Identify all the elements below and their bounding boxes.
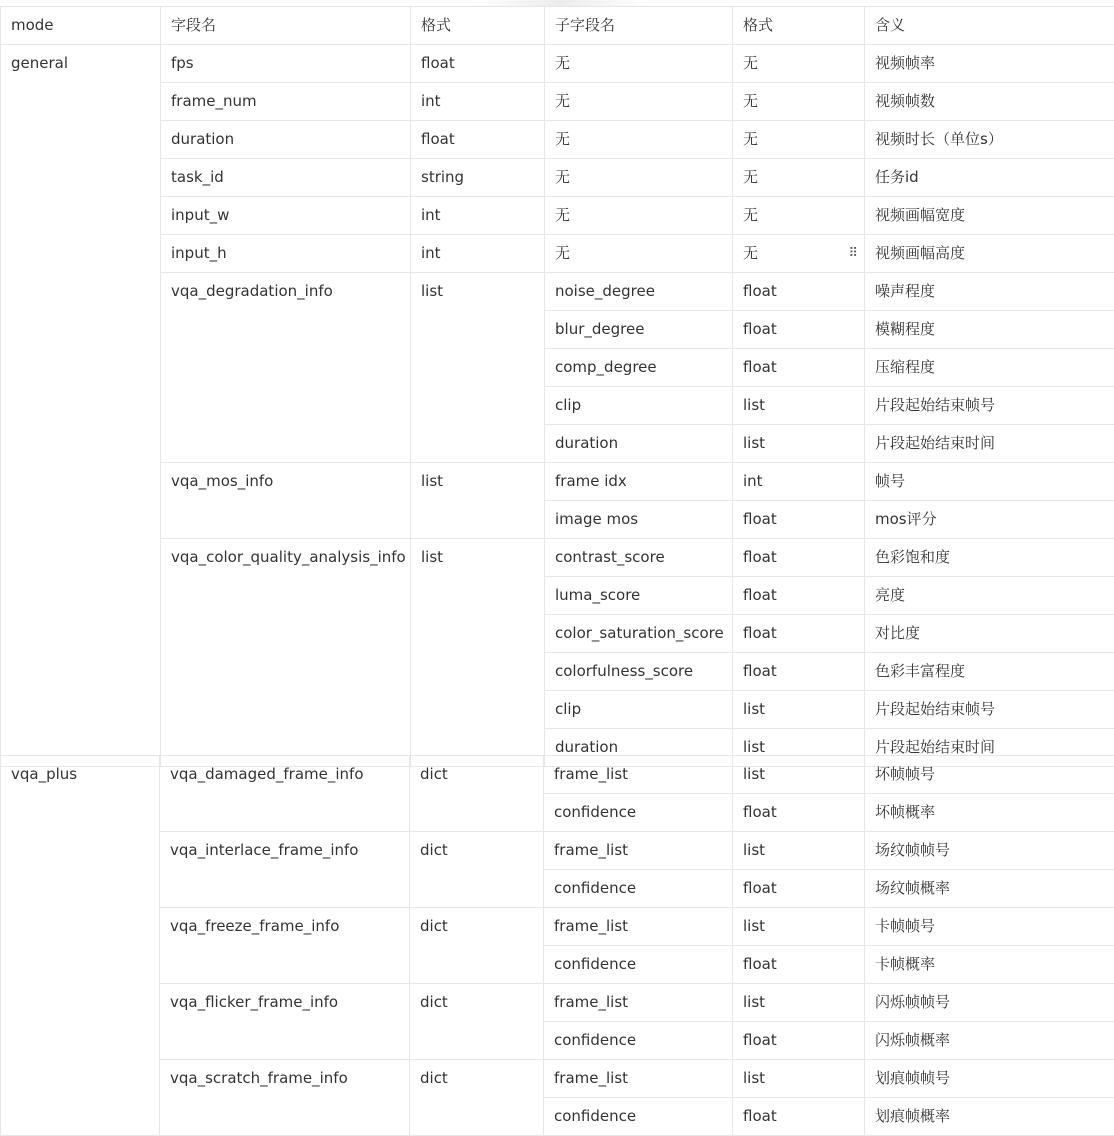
subfield-name-cell[interactable] — [545, 349, 733, 387]
subfield-format-header-cell[interactable] — [733, 7, 865, 45]
subfield-format-cell[interactable] — [733, 387, 865, 425]
subfield-format: 无 — [743, 235, 758, 272]
subfield-name-cell[interactable] — [545, 425, 733, 463]
subfield-format: 无 — [743, 121, 758, 158]
meaning: 片段起始结束帧号 — [875, 691, 995, 728]
subfield-name: confidence — [554, 794, 636, 831]
meaning-cell[interactable] — [865, 832, 1114, 870]
subfield-name-cell[interactable] — [544, 908, 733, 946]
field-name-cell[interactable] — [161, 273, 411, 463]
meaning-cell[interactable] — [865, 273, 1114, 311]
meaning-cell[interactable] — [865, 615, 1114, 653]
subfield-name-cell[interactable] — [544, 1098, 733, 1136]
subfield-name: 无 — [555, 159, 570, 196]
subfield-format: 无 — [743, 83, 758, 120]
field-format: dict — [420, 908, 448, 945]
field-format-cell[interactable] — [411, 273, 545, 463]
subfield-name: clip — [555, 387, 581, 424]
subfield-format: float — [743, 349, 777, 386]
table-row — [1, 159, 1114, 197]
field-name: vqa_degradation_info — [171, 273, 333, 310]
meaning: 视频画幅宽度 — [875, 197, 965, 234]
meaning-cell[interactable] — [865, 870, 1114, 908]
subfield-name: frame_list — [554, 1060, 628, 1097]
meaning: 片段起始结束时间 — [875, 425, 995, 462]
subfield-name-cell[interactable] — [545, 691, 733, 729]
field-name-header: 字段名 — [171, 7, 216, 44]
meaning: 片段起始结束帧号 — [875, 387, 995, 424]
meaning: 噪声程度 — [875, 273, 935, 310]
subfield-format: list — [743, 691, 765, 728]
subfield-name: frame_list — [554, 908, 628, 945]
subfield-format-cell[interactable] — [733, 121, 865, 159]
field-format-cell[interactable] — [410, 756, 544, 832]
field-name: vqa_freeze_frame_info — [170, 908, 339, 945]
subfield-name: 无 — [555, 121, 570, 158]
field-name: input_h — [171, 235, 227, 272]
subfield-format: 无 — [743, 45, 758, 82]
subfield-format-cell[interactable] — [733, 870, 865, 908]
subfield-format: float — [743, 539, 777, 576]
field-format: float — [421, 121, 455, 158]
meaning-cell[interactable] — [865, 463, 1114, 501]
table-row — [1, 121, 1114, 159]
subfield-name: colorfulness_score — [555, 653, 693, 690]
mode-value-cell[interactable] — [1, 756, 160, 1136]
meaning: 任务id — [875, 159, 919, 196]
meaning-cell[interactable] — [865, 756, 1114, 794]
subfield-name: confidence — [554, 870, 636, 907]
table-row — [1, 463, 1114, 501]
subfield-format: float — [743, 1022, 777, 1059]
field-name-cell[interactable] — [161, 235, 411, 273]
field-name: vqa_color_quality_analysis_info — [171, 539, 406, 576]
field-name-cell[interactable] — [161, 197, 411, 235]
meaning: 模糊程度 — [875, 311, 935, 348]
field-name-cell[interactable] — [160, 832, 410, 908]
subfield-format: float — [743, 311, 777, 348]
subfield-name: frame_list — [554, 756, 628, 793]
field-format: string — [421, 159, 464, 196]
subfield-name-cell[interactable] — [545, 273, 733, 311]
field-format: dict — [420, 832, 448, 869]
subfield-name: luma_score — [555, 577, 640, 614]
subfield-format: list — [743, 832, 765, 869]
subfield-name: blur_degree — [555, 311, 644, 348]
subfield-name: confidence — [554, 1022, 636, 1059]
subfield-name-cell[interactable] — [544, 870, 733, 908]
table-row — [1, 235, 1114, 273]
subfield-name: 无 — [555, 197, 570, 234]
field-table-vqa-plus — [0, 755, 1114, 1136]
meaning-cell[interactable] — [865, 197, 1114, 235]
meaning-cell[interactable] — [865, 539, 1114, 577]
field-name: task_id — [171, 159, 224, 196]
subfield-format-cell[interactable] — [733, 539, 865, 577]
field-format-cell[interactable] — [411, 45, 545, 83]
meaning-cell[interactable] — [865, 83, 1114, 121]
field-format: dict — [420, 756, 448, 793]
field-format-cell[interactable] — [411, 539, 545, 767]
subfield-name: duration — [555, 729, 618, 766]
field-name: vqa_interlace_frame_info — [170, 832, 359, 869]
meaning-cell[interactable] — [865, 159, 1114, 197]
subfield-name: duration — [555, 425, 618, 462]
subfield-format: float — [743, 794, 777, 831]
table-row — [1, 197, 1114, 235]
meaning: 场纹帧概率 — [875, 870, 950, 907]
subfield-format: float — [743, 615, 777, 652]
meaning: 视频帧率 — [875, 45, 935, 82]
field-name: vqa_mos_info — [171, 463, 273, 500]
subfield-name-cell[interactable] — [544, 794, 733, 832]
subfield-name-cell[interactable] — [545, 387, 733, 425]
subfield-name: 无 — [555, 83, 570, 120]
subfield-name-cell[interactable] — [544, 1022, 733, 1060]
subfield-format-cell[interactable] — [733, 273, 865, 311]
meaning-cell[interactable] — [865, 984, 1114, 1022]
subfield-name-header-cell[interactable] — [545, 7, 733, 45]
subfield-format: float — [743, 1098, 777, 1135]
subfield-name: noise_degree — [555, 273, 655, 310]
meaning-cell[interactable] — [865, 1060, 1114, 1098]
drag-handle-icon[interactable]: ⠿ — [848, 235, 856, 272]
field-name-cell[interactable] — [161, 539, 411, 767]
subfield-format: int — [743, 463, 763, 500]
field-format: dict — [420, 1060, 448, 1097]
subfield-format: float — [743, 577, 777, 614]
subfield-name: clip — [555, 691, 581, 728]
subfield-format-cell[interactable] — [733, 832, 865, 870]
field-name: input_w — [171, 197, 229, 234]
subfield-format-cell[interactable] — [733, 615, 865, 653]
meaning: 划痕帧概率 — [875, 1098, 950, 1135]
subfield-format: list — [743, 908, 765, 945]
mode-value: vqa_plus — [11, 756, 77, 793]
field-format-cell[interactable] — [410, 984, 544, 1060]
format-header-cell[interactable] — [411, 7, 545, 45]
subfield-name-cell[interactable] — [545, 121, 733, 159]
subfield-format-cell[interactable] — [733, 311, 865, 349]
subfield-name: image mos — [555, 501, 638, 538]
meaning-cell[interactable] — [865, 1022, 1114, 1060]
field-format: list — [421, 463, 443, 500]
meaning: 卡帧概率 — [875, 946, 935, 983]
subfield-format-cell[interactable] — [733, 463, 865, 501]
field-format-cell[interactable] — [411, 197, 545, 235]
meaning: 片段起始结束时间 — [875, 729, 995, 766]
subfield-name: comp_degree — [555, 349, 657, 386]
field-table-general — [0, 6, 1114, 767]
field-name-header-cell[interactable] — [161, 7, 411, 45]
subfield-name-cell[interactable] — [545, 615, 733, 653]
field-name-cell[interactable] — [160, 1060, 410, 1136]
field-format: list — [421, 273, 443, 310]
format-header: 格式 — [421, 7, 451, 44]
meaning: 色彩饱和度 — [875, 539, 950, 576]
field-name-cell[interactable] — [161, 121, 411, 159]
meaning-cell[interactable] — [865, 121, 1114, 159]
subfield-name-cell[interactable] — [545, 577, 733, 615]
field-format: int — [421, 83, 441, 120]
table-row — [1, 45, 1114, 83]
meaning-cell[interactable] — [865, 387, 1114, 425]
field-name-cell[interactable] — [160, 756, 410, 832]
subfield-name-cell[interactable] — [544, 832, 733, 870]
meaning-cell[interactable] — [865, 349, 1114, 387]
meaning: 闪烁帧帧号 — [875, 984, 950, 1021]
subfield-name: contrast_score — [555, 539, 665, 576]
field-format-cell[interactable] — [410, 1060, 544, 1136]
meaning: 亮度 — [875, 577, 905, 614]
table-row — [1, 1060, 1114, 1098]
subfield-format-cell[interactable] — [733, 984, 865, 1022]
subfield-name: frame_list — [554, 984, 628, 1021]
subfield-format: 无 — [743, 159, 758, 196]
header-row — [1, 7, 1114, 45]
table-row — [1, 984, 1114, 1022]
subfield-format: list — [743, 756, 765, 793]
field-name: vqa_damaged_frame_info — [170, 756, 364, 793]
meaning-cell[interactable] — [865, 1098, 1114, 1136]
field-format-cell[interactable] — [411, 463, 545, 539]
field-format-cell[interactable] — [410, 832, 544, 908]
subfield-format-cell[interactable] — [733, 83, 865, 121]
meaning-cell[interactable] — [865, 946, 1114, 984]
subfield-name: confidence — [554, 1098, 636, 1135]
meaning-cell[interactable] — [865, 908, 1114, 946]
meaning: 压缩程度 — [875, 349, 935, 386]
meaning: 划痕帧帧号 — [875, 1060, 950, 1097]
meaning-cell[interactable] — [865, 691, 1114, 729]
meaning-header-cell[interactable] — [865, 7, 1114, 45]
subfield-format-cell[interactable] — [733, 756, 865, 794]
meaning-cell[interactable] — [865, 577, 1114, 615]
subfield-format: float — [743, 870, 777, 907]
subfield-format: list — [743, 1060, 765, 1097]
meaning: 卡帧帧号 — [875, 908, 935, 945]
subfield-format-cell[interactable] — [733, 691, 865, 729]
subfield-name-cell[interactable] — [545, 501, 733, 539]
subfield-format-cell[interactable] — [733, 159, 865, 197]
table-row — [1, 832, 1114, 870]
table-row — [1, 908, 1114, 946]
meaning: 视频画幅高度 — [875, 235, 965, 272]
subfield-name-cell[interactable] — [545, 539, 733, 577]
field-format-cell[interactable] — [411, 121, 545, 159]
meaning-cell[interactable] — [865, 235, 1114, 273]
subfield-format-cell[interactable] — [733, 1098, 865, 1136]
subfield-name: color_saturation_score — [555, 615, 724, 652]
subfield-name-cell[interactable] — [544, 1060, 733, 1098]
mode-value-cell[interactable] — [1, 45, 161, 767]
subfield-format-cell[interactable] — [733, 653, 865, 691]
subfield-name-cell[interactable] — [545, 235, 733, 273]
meaning: 场纹帧帧号 — [875, 832, 950, 869]
mode-header: mode — [11, 7, 54, 44]
subfield-name-cell[interactable] — [545, 311, 733, 349]
field-name-cell[interactable] — [161, 463, 411, 539]
subfield-format-cell[interactable] — [733, 235, 865, 273]
mode-header-cell[interactable] — [1, 7, 161, 45]
meaning: 闪烁帧概率 — [875, 1022, 950, 1059]
meaning-cell[interactable] — [865, 45, 1114, 83]
subfield-format-cell[interactable] — [733, 577, 865, 615]
field-format: float — [421, 45, 455, 82]
subfield-format: 无 — [743, 197, 758, 234]
meaning: 坏帧帧号 — [875, 756, 935, 793]
meaning: 帧号 — [875, 463, 905, 500]
subfield-format-cell[interactable] — [733, 425, 865, 463]
field-name: frame_num — [171, 83, 257, 120]
field-format-cell[interactable] — [411, 159, 545, 197]
subfield-name: confidence — [554, 946, 636, 983]
subfield-name-cell[interactable] — [545, 45, 733, 83]
meaning: 坏帧概率 — [875, 794, 935, 831]
subfield-format: list — [743, 984, 765, 1021]
subfield-format-cell[interactable] — [733, 501, 865, 539]
meaning-cell[interactable] — [865, 425, 1114, 463]
meaning: 视频时长（单位s） — [875, 121, 1003, 158]
subfield-name-cell[interactable] — [545, 83, 733, 121]
subfield-name-cell[interactable] — [545, 197, 733, 235]
meaning-cell[interactable] — [865, 653, 1114, 691]
subfield-name: frame idx — [555, 463, 627, 500]
subfield-name-header: 子字段名 — [555, 7, 615, 44]
meaning-cell[interactable] — [865, 311, 1114, 349]
meaning: 对比度 — [875, 615, 920, 652]
subfield-format: list — [743, 425, 765, 462]
field-name-cell[interactable] — [160, 908, 410, 984]
subfield-name: frame_list — [554, 832, 628, 869]
subfield-format-cell[interactable] — [733, 794, 865, 832]
table-row — [1, 539, 1114, 577]
subfield-name-cell[interactable] — [544, 984, 733, 1022]
subfield-name: 无 — [555, 45, 570, 82]
subfield-name-cell[interactable] — [545, 653, 733, 691]
field-name-cell[interactable] — [161, 45, 411, 83]
field-format-cell[interactable] — [411, 83, 545, 121]
subfield-name-cell[interactable] — [544, 756, 733, 794]
subfield-format-cell[interactable] — [733, 946, 865, 984]
meaning-cell[interactable] — [865, 794, 1114, 832]
table-row — [1, 83, 1114, 121]
field-name: vqa_scratch_frame_info — [170, 1060, 348, 1097]
meaning: 色彩丰富程度 — [875, 653, 965, 690]
field-format: list — [421, 539, 443, 576]
field-format-cell[interactable] — [411, 235, 545, 273]
subfield-format: float — [743, 273, 777, 310]
field-format: int — [421, 197, 441, 234]
subfield-format: float — [743, 946, 777, 983]
field-name: vqa_flicker_frame_info — [170, 984, 338, 1021]
meaning: 视频帧数 — [875, 83, 935, 120]
subfield-name-cell[interactable] — [545, 463, 733, 501]
meaning-cell[interactable] — [865, 501, 1114, 539]
field-name-cell[interactable] — [161, 83, 411, 121]
subfield-format-cell[interactable] — [733, 1060, 865, 1098]
subfield-format: float — [743, 653, 777, 690]
subfield-format-header: 格式 — [743, 7, 773, 44]
table-row — [1, 273, 1114, 311]
field-name: fps — [171, 45, 194, 82]
subfield-name: 无 — [555, 235, 570, 272]
field-format-cell[interactable] — [410, 908, 544, 984]
subfield-format: list — [743, 387, 765, 424]
meaning: mos评分 — [875, 501, 937, 538]
table-row — [1, 756, 1114, 794]
mode-value: general — [11, 45, 68, 82]
field-format: int — [421, 235, 441, 272]
subfield-name-cell[interactable] — [544, 946, 733, 984]
subfield-format-cell[interactable] — [733, 197, 865, 235]
field-name: duration — [171, 121, 234, 158]
subfield-format-cell[interactable] — [733, 45, 865, 83]
subfield-format: float — [743, 501, 777, 538]
field-format: dict — [420, 984, 448, 1021]
field-name-cell[interactable] — [161, 159, 411, 197]
subfield-format: list — [743, 729, 765, 766]
subfield-format-cell[interactable] — [733, 349, 865, 387]
subfield-name-cell[interactable] — [545, 159, 733, 197]
meaning-header: 含义 — [875, 7, 905, 44]
subfield-format-cell[interactable] — [733, 908, 865, 946]
subfield-format-cell[interactable] — [733, 1022, 865, 1060]
field-name-cell[interactable] — [160, 984, 410, 1060]
